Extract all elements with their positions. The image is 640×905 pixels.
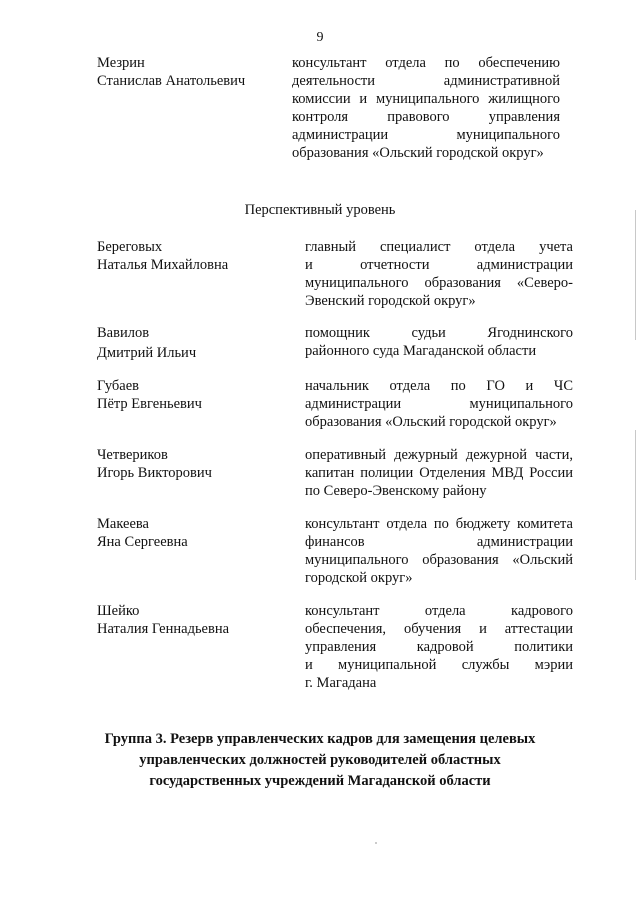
position-line: помощник судьи Ягоднинского xyxy=(305,325,573,341)
group-title-line: управленческих должностей руководителей областных xyxy=(139,752,501,768)
person-given-names: Игорь Викторович xyxy=(97,465,212,481)
position-line: Эвенский городской округ» xyxy=(305,293,476,309)
position-line: и муниципальной службы мэрии xyxy=(305,657,573,673)
position-line: администрации муниципального xyxy=(292,127,560,143)
position-line: деятельности административной xyxy=(292,73,560,89)
position-line: оперативный дежурный дежурной части, xyxy=(305,447,573,463)
section-heading: Перспективный уровень xyxy=(244,202,396,218)
person-name xyxy=(97,54,287,90)
person-position xyxy=(292,54,560,162)
person-name xyxy=(97,515,287,551)
person-position xyxy=(305,324,573,360)
position-line: городской округ» xyxy=(305,570,413,586)
person-surname: Шейко xyxy=(97,603,140,619)
person-surname: Береговых xyxy=(97,239,163,255)
person-given-names: Станислав Анатольевич xyxy=(97,73,246,89)
person-surname: Макеева xyxy=(97,516,149,532)
position-line: консультант отдела по бюджету комитета xyxy=(305,516,573,532)
position-line: консультант отдела по обеспечению xyxy=(292,55,560,71)
person-surname: Губаев xyxy=(97,378,139,394)
person-given-names: Наталья Михайловна xyxy=(97,257,229,273)
person-surname: Четвериков xyxy=(97,447,168,463)
group-title-line: государственных учреждений Магаданской области xyxy=(149,773,491,789)
group-title xyxy=(60,729,580,792)
position-line: главный специалист отдела учета xyxy=(305,239,573,255)
person-name xyxy=(97,324,287,362)
position-line: консультант отдела кадрового xyxy=(305,603,573,619)
page-number: 9 xyxy=(316,30,324,45)
person-given-names: Наталия Геннадьевна xyxy=(97,621,230,637)
person-position xyxy=(305,238,573,310)
position-line: и отчетности администрации xyxy=(305,257,573,273)
person-surname: Вавилов xyxy=(97,325,150,341)
position-line: образования «Ольский городской округ» xyxy=(305,414,557,430)
person-name xyxy=(97,602,287,638)
position-line: муниципального образования «Ольский xyxy=(305,552,573,568)
position-line: по Северо-Эвенскому району xyxy=(305,483,487,499)
scan-speck xyxy=(375,842,377,844)
person-surname: Мезрин xyxy=(97,55,145,71)
position-line: районного суда Магаданской области xyxy=(305,343,537,359)
person-name xyxy=(97,238,287,274)
person-position xyxy=(305,446,573,500)
position-line: финансов администрации xyxy=(305,534,573,550)
person-given-names: Дмитрий Ильич xyxy=(97,345,197,361)
position-line: управления кадровой политики xyxy=(305,639,573,655)
scan-edge-line xyxy=(635,430,636,580)
person-name xyxy=(97,446,287,482)
group-title-line: Группа 3. Резерв управленческих кадров для замещения целевых xyxy=(104,731,536,747)
person-name xyxy=(97,377,287,413)
position-line: контроля правового управления xyxy=(292,109,560,125)
position-line: капитан полиции Отделения МВД России xyxy=(305,465,573,481)
position-line: обеспечения, обучения и аттестации xyxy=(305,621,573,637)
position-line: начальник отдела по ГО и ЧС xyxy=(305,378,573,394)
position-line: муниципального образования «Северо- xyxy=(305,275,573,291)
scan-edge-line xyxy=(635,210,636,340)
person-position xyxy=(305,377,573,431)
person-position xyxy=(305,515,573,587)
person-position xyxy=(305,602,573,692)
person-given-names: Яна Сергеевна xyxy=(97,534,188,550)
position-line: комиссии и муниципального жилищного xyxy=(292,91,560,107)
person-given-names: Пётр Евгеньевич xyxy=(97,396,202,412)
position-line: образования «Ольский городской округ» xyxy=(292,145,544,161)
position-line: г. Магадана xyxy=(305,675,377,691)
position-line: администрации муниципального xyxy=(305,396,573,412)
